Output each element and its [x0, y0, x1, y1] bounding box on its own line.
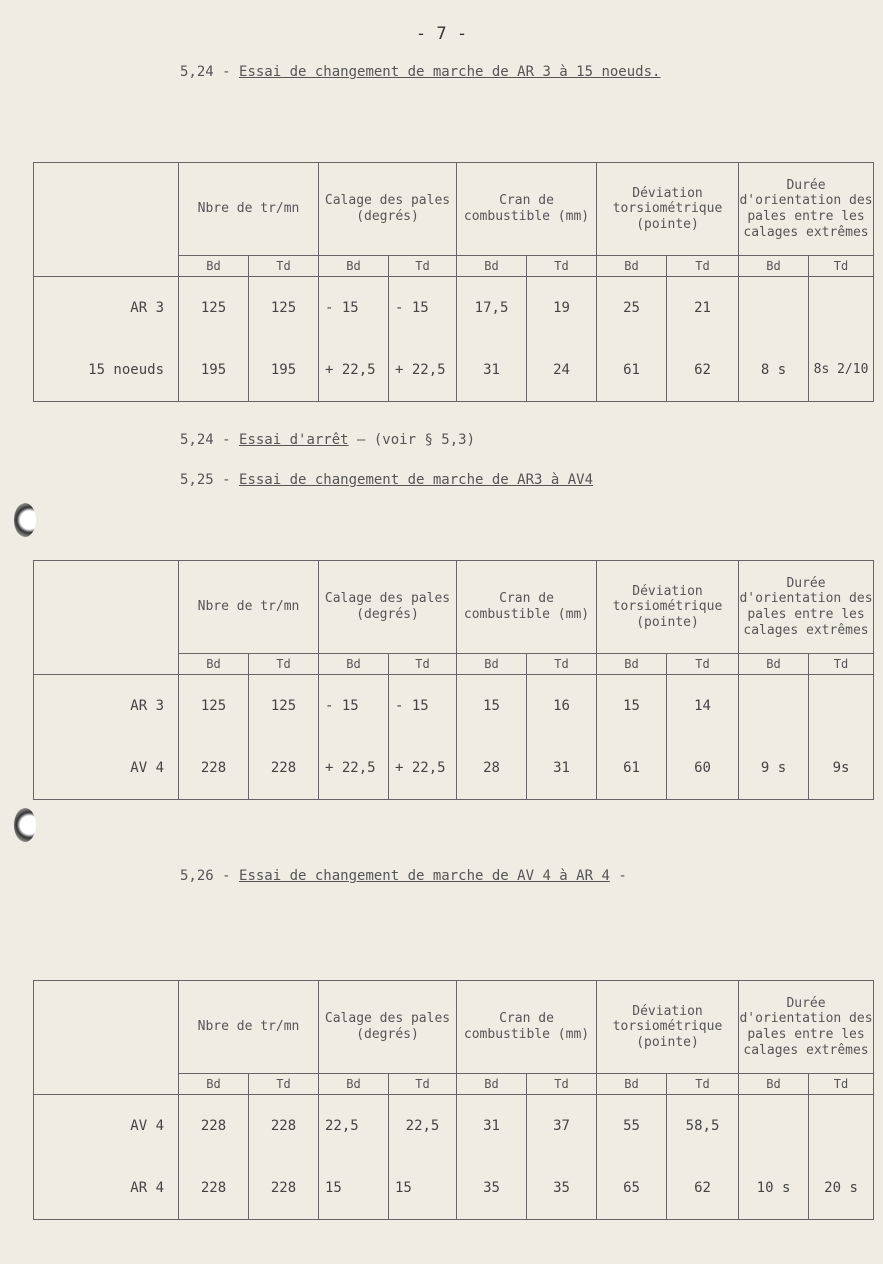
- table-cell: 61: [597, 339, 667, 402]
- table-cell: 15: [597, 675, 667, 738]
- table-cell: 31: [527, 737, 597, 800]
- section-heading-number: 5,25 -: [180, 472, 240, 488]
- results-table-1: [33, 162, 874, 402]
- results-table-3: [33, 980, 874, 1220]
- table-cell: 228: [249, 737, 319, 800]
- table-cell: 31: [457, 339, 527, 402]
- subheader-cell: Bd: [597, 1074, 667, 1095]
- table-cell: 228: [249, 1157, 319, 1220]
- table-cell: [739, 277, 809, 340]
- subheader-cell: Bd: [319, 256, 389, 277]
- table-cell: 62: [667, 1157, 739, 1220]
- note-text: Essai d'arrêt: [239, 432, 349, 448]
- row-label: AV 4: [34, 737, 179, 800]
- section-heading-number: 5,24 -: [180, 64, 240, 80]
- row-label-header: [34, 561, 179, 675]
- header-nbre: Nbre de tr/mn: [179, 163, 319, 256]
- table-cell: 228: [179, 737, 249, 800]
- table-cell: 8s 2/10: [809, 339, 874, 402]
- header-calage: Calage des pales (degrés): [319, 981, 457, 1074]
- section-heading-text: Essai de changement de marche de AV 4 à AR 4: [239, 868, 610, 884]
- subheader-cell: Bd: [179, 256, 249, 277]
- subheader-cell: Bd: [597, 256, 667, 277]
- table-cell: 228: [179, 1157, 249, 1220]
- section-heading-suffix: -: [609, 868, 627, 884]
- subheader-cell: Td: [249, 256, 319, 277]
- row-label: AR 3: [34, 675, 179, 738]
- table-row: [34, 1157, 874, 1220]
- table-cell: + 22,5: [319, 339, 389, 402]
- table-cell: 10 s: [739, 1157, 809, 1220]
- table-cell: 22,5: [319, 1095, 389, 1158]
- header-deviation: Déviation torsiométrique (pointe): [597, 163, 739, 256]
- subheader-cell: Td: [527, 654, 597, 675]
- subheader-cell: Bd: [739, 1074, 809, 1095]
- page-number: - 7 -: [415, 24, 468, 44]
- table-row: [34, 277, 874, 340]
- subheader-cell: Td: [809, 1074, 874, 1095]
- table-cell: - 15: [319, 277, 389, 340]
- table-cell: [739, 675, 809, 738]
- subheader-cell: Td: [809, 256, 874, 277]
- row-label: AR 4: [34, 1157, 179, 1220]
- table-cell: 9s: [809, 737, 874, 800]
- table-cell: 8 s: [739, 339, 809, 402]
- subheader-cell: Td: [249, 654, 319, 675]
- row-label-header: [34, 981, 179, 1095]
- table-cell: 228: [249, 1095, 319, 1158]
- table-cell: 31: [457, 1095, 527, 1158]
- subheader-cell: Td: [389, 256, 457, 277]
- table-row: [34, 675, 874, 738]
- table-cell: 28: [457, 737, 527, 800]
- punch-hole-bottom: [14, 808, 36, 842]
- note-reference: — (voir § 5,3): [348, 432, 476, 448]
- table-cell: 15: [389, 1157, 457, 1220]
- table-cell: [809, 277, 874, 340]
- subheader-cell: Bd: [179, 654, 249, 675]
- table-cell: 9 s: [739, 737, 809, 800]
- row-label: AV 4: [34, 1095, 179, 1158]
- table-cell: 228: [179, 1095, 249, 1158]
- subheader-cell: Bd: [319, 654, 389, 675]
- subheader-cell: Td: [809, 654, 874, 675]
- table-cell: 125: [249, 675, 319, 738]
- table-cell: + 22,5: [319, 737, 389, 800]
- table-row: [34, 339, 874, 402]
- header-deviation: Déviation torsiométrique (pointe): [597, 561, 739, 654]
- section-heading-3: [180, 868, 627, 884]
- table-cell: 58,5: [667, 1095, 739, 1158]
- table-cell: 125: [249, 277, 319, 340]
- row-label-header: [34, 163, 179, 277]
- header-cran: Cran de combustible (mm): [457, 561, 597, 654]
- subheader-cell: Bd: [457, 654, 527, 675]
- subheader-cell: Bd: [457, 1074, 527, 1095]
- section-heading-1: [180, 64, 660, 80]
- section-heading-number: 5,26 -: [180, 868, 240, 884]
- table-cell: 55: [597, 1095, 667, 1158]
- subheader-cell: Bd: [179, 1074, 249, 1095]
- table-cell: 195: [179, 339, 249, 402]
- header-cran: Cran de combustible (mm): [457, 981, 597, 1074]
- header-duree: Durée d'orientation des pales entre les calages extrêmes: [739, 981, 874, 1074]
- table-cell: 25: [597, 277, 667, 340]
- table-cell: - 15: [389, 675, 457, 738]
- table-cell: [809, 1095, 874, 1158]
- table-cell: 35: [527, 1157, 597, 1220]
- table-cell: 15: [457, 675, 527, 738]
- table-cell: 65: [597, 1157, 667, 1220]
- table-cell: 125: [179, 675, 249, 738]
- header-calage: Calage des pales (degrés): [319, 561, 457, 654]
- subheader-cell: Td: [527, 256, 597, 277]
- table-cell: 195: [249, 339, 319, 402]
- section-heading-text: Essai de changement de marche de AR 3 à 15 noeuds.: [239, 64, 661, 80]
- table-cell: - 15: [389, 277, 457, 340]
- subheader-cell: Bd: [597, 654, 667, 675]
- table-cell: [809, 675, 874, 738]
- header-cran: Cran de combustible (mm): [457, 163, 597, 256]
- subheader-cell: Td: [667, 256, 739, 277]
- header-calage: Calage des pales (degrés): [319, 163, 457, 256]
- header-nbre: Nbre de tr/mn: [179, 561, 319, 654]
- subheader-cell: Bd: [457, 256, 527, 277]
- table-cell: 19: [527, 277, 597, 340]
- table-row: [34, 737, 874, 800]
- subheader-cell: Td: [667, 654, 739, 675]
- table-cell: 17,5: [457, 277, 527, 340]
- table-cell: 125: [179, 277, 249, 340]
- subheader-cell: Td: [389, 1074, 457, 1095]
- header-duree: Durée d'orientation des pales entre les calages extrêmes: [739, 163, 874, 256]
- table-cell: [739, 1095, 809, 1158]
- table-cell: 61: [597, 737, 667, 800]
- subheader-cell: Td: [527, 1074, 597, 1095]
- table-cell: 15: [319, 1157, 389, 1220]
- note-number: 5,24 -: [180, 432, 240, 448]
- section-heading-2: [180, 472, 593, 488]
- row-label: 15 noeuds: [34, 339, 179, 402]
- table-cell: 37: [527, 1095, 597, 1158]
- table-cell: 62: [667, 339, 739, 402]
- subheader-cell: Bd: [739, 654, 809, 675]
- table-row: [34, 1095, 874, 1158]
- results-table-2: [33, 560, 874, 800]
- subheader-cell: Td: [667, 1074, 739, 1095]
- punch-hole-top: [14, 503, 36, 537]
- table-cell: 24: [527, 339, 597, 402]
- row-label: AR 3: [34, 277, 179, 340]
- table-cell: 21: [667, 277, 739, 340]
- table-cell: 14: [667, 675, 739, 738]
- table-cell: 20 s: [809, 1157, 874, 1220]
- table-cell: + 22,5: [389, 339, 457, 402]
- table-cell: 16: [527, 675, 597, 738]
- header-duree: Durée d'orientation des pales entre les calages extrêmes: [739, 561, 874, 654]
- note-line: [180, 432, 475, 448]
- table-cell: - 15: [319, 675, 389, 738]
- header-nbre: Nbre de tr/mn: [179, 981, 319, 1074]
- table-cell: 60: [667, 737, 739, 800]
- header-deviation: Déviation torsiométrique (pointe): [597, 981, 739, 1074]
- section-heading-text: Essai de changement de marche de AR3 à AV4: [239, 472, 594, 488]
- subheader-cell: Bd: [319, 1074, 389, 1095]
- subheader-cell: Bd: [739, 256, 809, 277]
- table-cell: 22,5: [389, 1095, 457, 1158]
- table-cell: 35: [457, 1157, 527, 1220]
- table-cell: + 22,5: [389, 737, 457, 800]
- subheader-cell: Td: [249, 1074, 319, 1095]
- subheader-cell: Td: [389, 654, 457, 675]
